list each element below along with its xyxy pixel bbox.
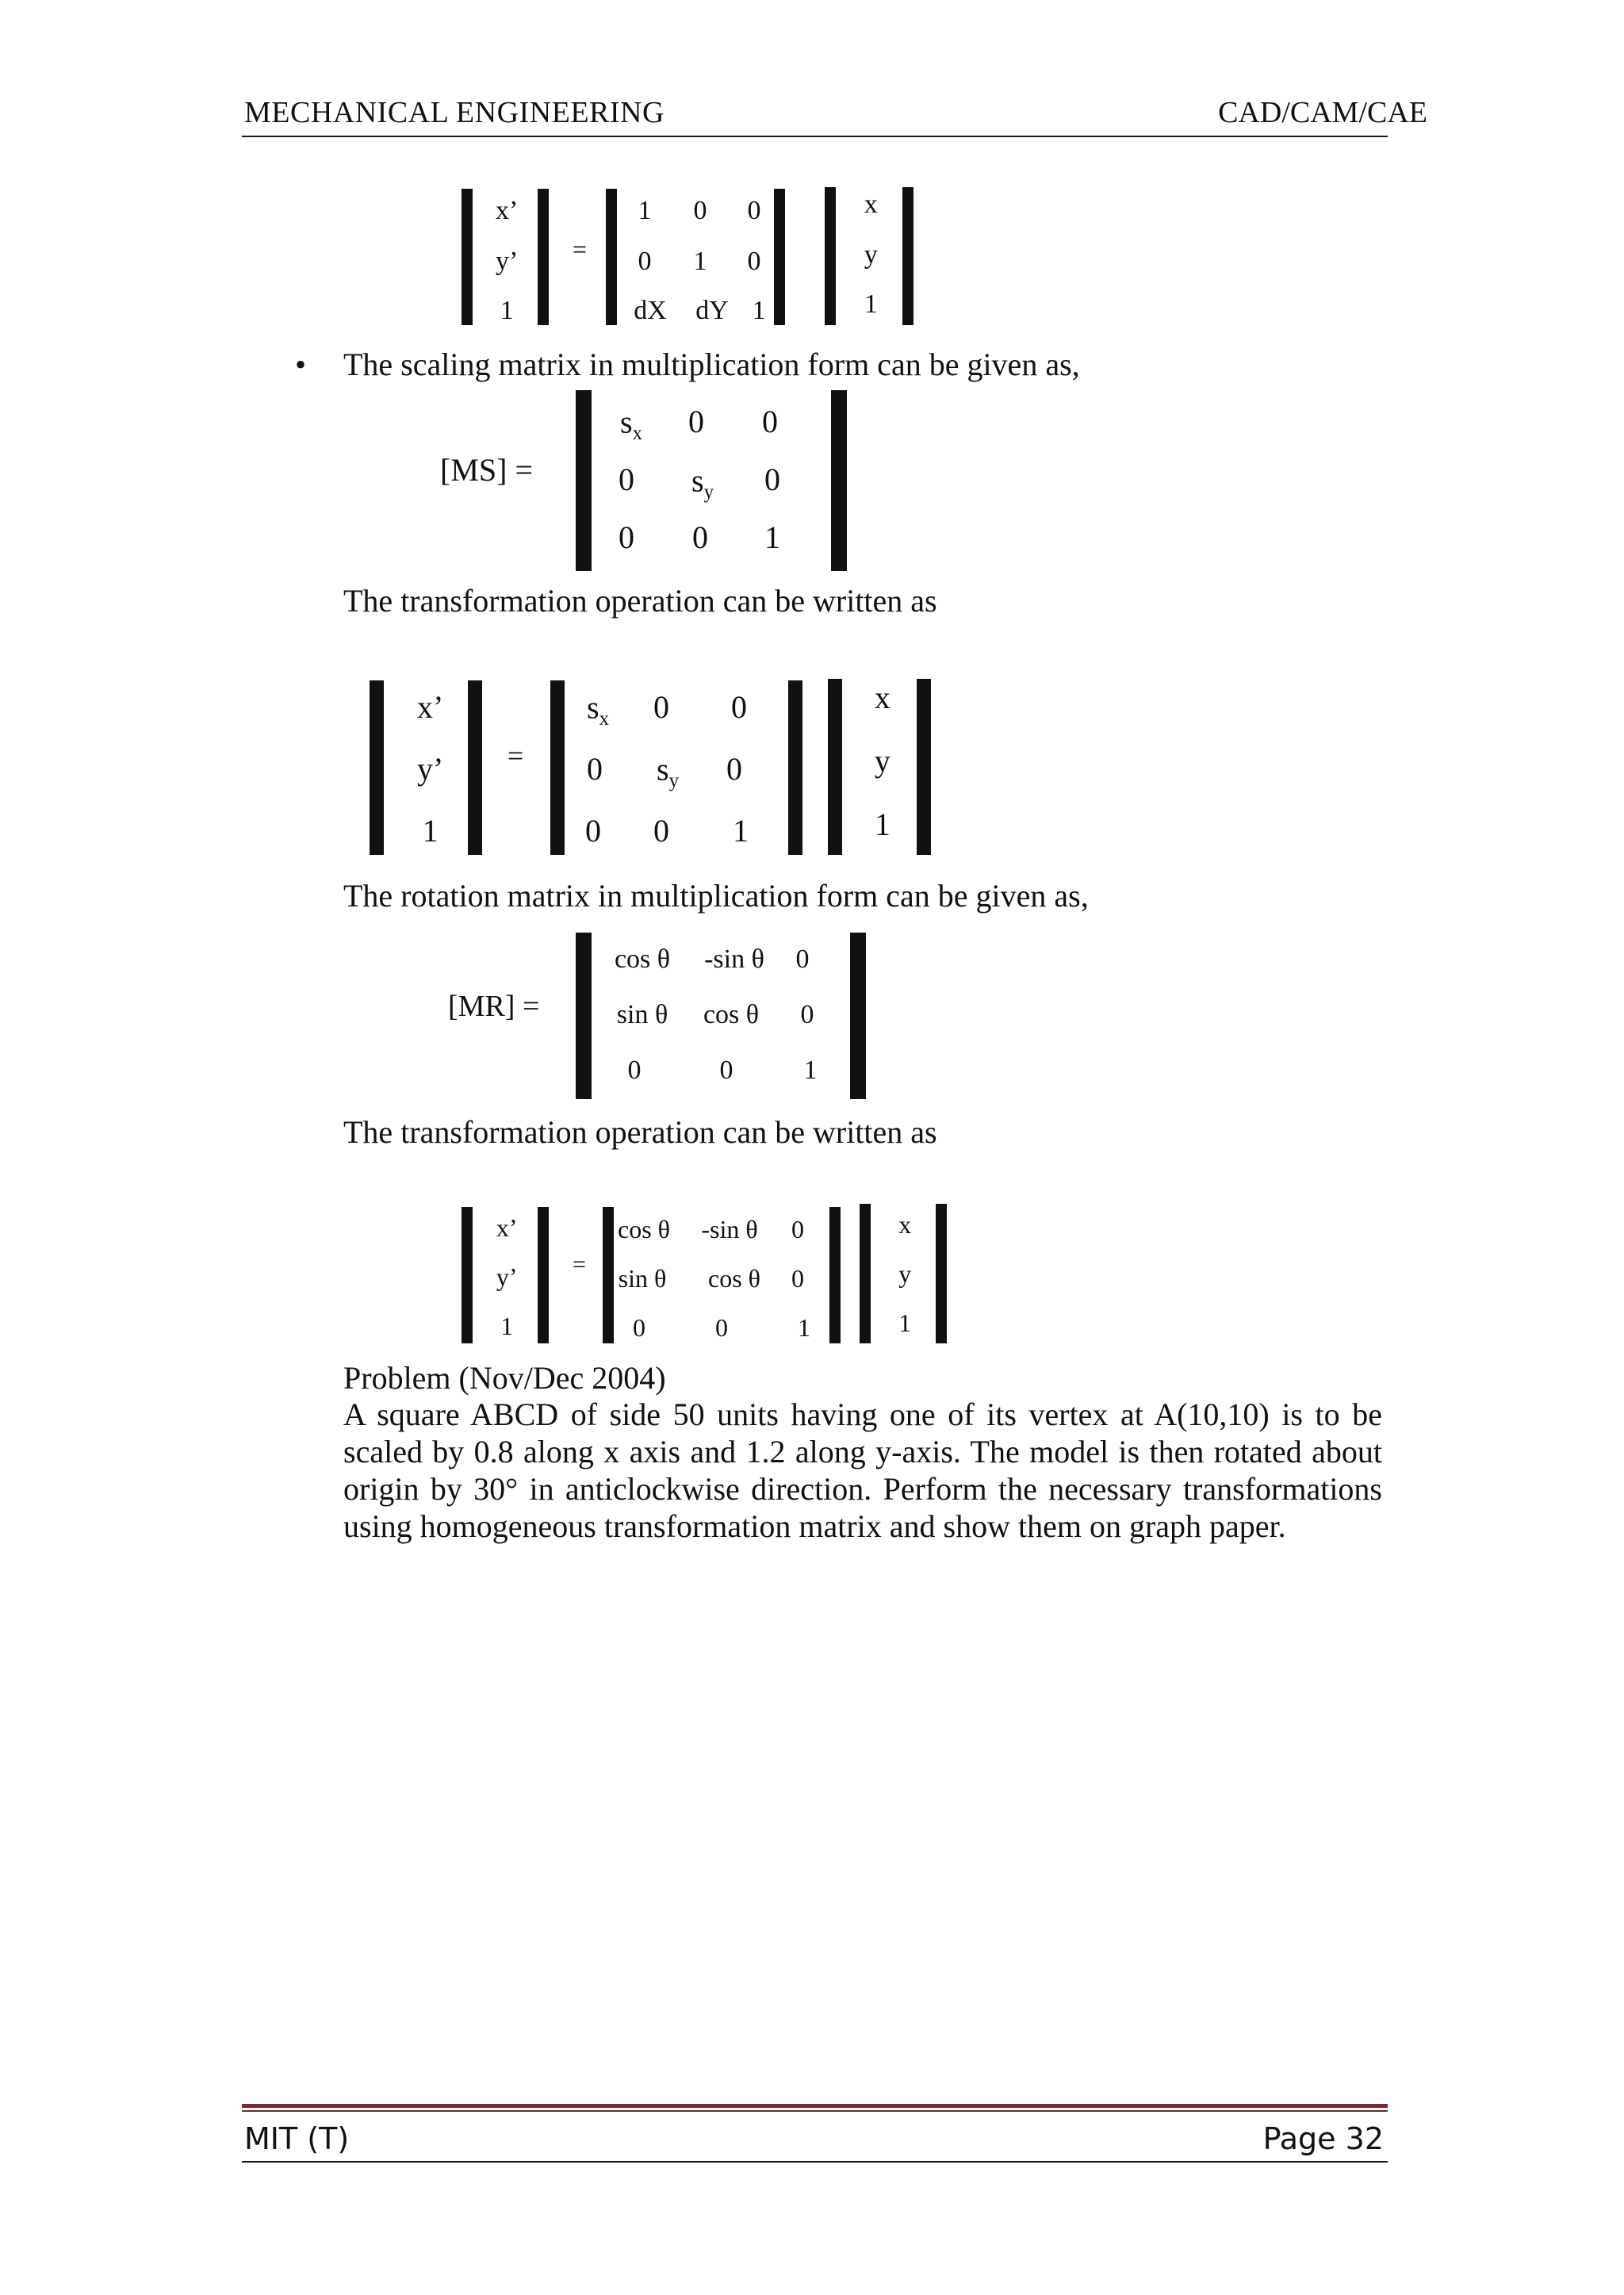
vector-entry: x’ (417, 689, 444, 725)
translation-matrix (606, 189, 785, 325)
matrix-entry: 0 (747, 247, 761, 276)
matrix-entry: cos θ (708, 1264, 760, 1293)
matrix-entry: 1 (803, 1056, 818, 1085)
matrix-entry: 0 (800, 1000, 814, 1029)
matrix-entry: 0 (692, 519, 708, 555)
equals-sign: = (508, 740, 524, 772)
scaling-intro-text: The scaling matrix in multiplication form can be given as, (343, 347, 1080, 382)
matrix-entry: 0 (764, 462, 780, 497)
matrix-entry: 0 (715, 1313, 728, 1342)
matrix-entry: 0 (791, 1264, 804, 1293)
running-header-subject: MECHANICAL ENGINEERING (244, 96, 665, 129)
vector-entry: x (898, 1210, 912, 1239)
matrix-entry: cos θ (703, 1000, 760, 1029)
rotation-lhs-vector (462, 1207, 549, 1343)
footer-institution: MIT (T) (244, 2121, 350, 2156)
scaling-rhs-vector (828, 679, 931, 855)
matrix-entry: $s_x$ (620, 404, 642, 444)
vector-entry: y (898, 1259, 912, 1288)
ms-label: [MS] = (440, 452, 534, 488)
vector-entry: y’ (496, 247, 519, 276)
matrix-entry: 0 (719, 1056, 733, 1085)
matrix-entry: $s_x$ (587, 689, 609, 730)
matrix-entry: 1 (752, 296, 766, 325)
transformation-op-text-2: The transformation operation can be written as (343, 1114, 937, 1150)
matrix-entry: -sin θ (704, 944, 764, 974)
matrix-entry: -sin θ (701, 1215, 758, 1243)
vector-entry: 1 (422, 813, 439, 849)
running-header-course: CAD/CAM/CAE (1218, 96, 1427, 129)
vector-entry: x (874, 680, 891, 715)
matrix-entry: dY (695, 296, 729, 325)
matrix-entry: 1 (764, 519, 780, 555)
scaling-lhs-vector (370, 680, 482, 855)
matrix-entry: 0 (747, 196, 761, 225)
matrix-entry: 1 (638, 196, 652, 225)
matrix-entry: sin θ (616, 1000, 668, 1029)
rotation-rhs-vector (860, 1204, 947, 1343)
matrix-entry: cos θ (614, 944, 671, 974)
rotation-intro-text: The rotation matrix in multiplication form can be given as, (343, 878, 1089, 914)
matrix-entry: 1 (693, 247, 707, 276)
matrix-entry: 0 (653, 813, 669, 849)
vector-entry: y’ (496, 1262, 518, 1291)
equals-sign: = (573, 235, 588, 263)
footer-divider-thin (242, 2110, 1388, 2112)
matrix-entry: 0 (693, 196, 707, 225)
matrix-entry: $s_y$ (657, 751, 679, 791)
scaling-matrix (576, 390, 847, 571)
vector-entry: 1 (898, 1308, 912, 1337)
vector-entry: y (864, 240, 878, 270)
matrix-entry: 1 (798, 1313, 810, 1342)
page-number: Page 32 (1262, 2121, 1384, 2156)
equals-sign: = (573, 1251, 586, 1278)
footer-divider-thick (242, 2104, 1388, 2108)
vector-entry: 1 (874, 807, 891, 842)
matrix-entry: 0 (791, 1215, 804, 1243)
vector-entry: x’ (496, 196, 519, 225)
matrix-entry: 0 (627, 1056, 642, 1085)
vector-entry: x (864, 190, 878, 219)
vector-entry: x’ (496, 1213, 518, 1242)
mr-label: [MR] = (448, 990, 540, 1023)
matrix-entry: 0 (726, 751, 742, 787)
matrix-entry: 1 (733, 813, 749, 849)
vector-entry: 1 (864, 289, 878, 319)
matrix-entry: 0 (795, 944, 810, 974)
transformation-op-text-1: The transformation operation can be written as (343, 583, 937, 619)
header-divider (242, 136, 1388, 137)
rotation-multiplication-matrix (603, 1207, 841, 1343)
vector-entry: 1 (500, 296, 514, 325)
matrix-entry: 0 (653, 689, 669, 725)
problem-statement: A square ABCD of side 50 units having one of its vertex at A(10,10) is to be scaled by 0.8 along x axis and 1.2 along y-axis. The model is then rotated about origin by 30° in anticlockwise direction. Perform the necessary transformations using homogeneous transformation matrix and show them on graph paper. (343, 1397, 1382, 1544)
matrix-entry: dX (634, 296, 667, 325)
footer-bottom-rule (242, 2161, 1388, 2163)
matrix-entry: $s_y$ (691, 462, 714, 503)
matrix-entry: 0 (587, 751, 603, 787)
matrix-entry: 0 (731, 689, 747, 725)
vector-entry: y (874, 743, 891, 779)
translation-lhs-vector (462, 189, 549, 325)
vector-entry: y’ (417, 751, 444, 787)
matrix-entry: sin θ (618, 1264, 667, 1293)
matrix-entry: cos θ (618, 1215, 670, 1243)
matrix-entry: 0 (585, 813, 601, 849)
scaling-multiplication-matrix (550, 680, 802, 855)
matrix-entry: 0 (619, 462, 634, 497)
matrix-entry: 0 (762, 404, 778, 439)
vector-entry: 1 (500, 1312, 514, 1340)
translation-rhs-vector (825, 187, 914, 325)
rotation-matrix (576, 933, 866, 1099)
matrix-entry: 0 (688, 404, 704, 439)
matrix-entry: 0 (638, 247, 652, 276)
matrix-entry: 0 (619, 519, 634, 555)
matrix-entry: 0 (633, 1313, 645, 1342)
problem-title: Problem (Nov/Dec 2004) (343, 1360, 666, 1396)
bullet-marker: • (295, 347, 307, 382)
